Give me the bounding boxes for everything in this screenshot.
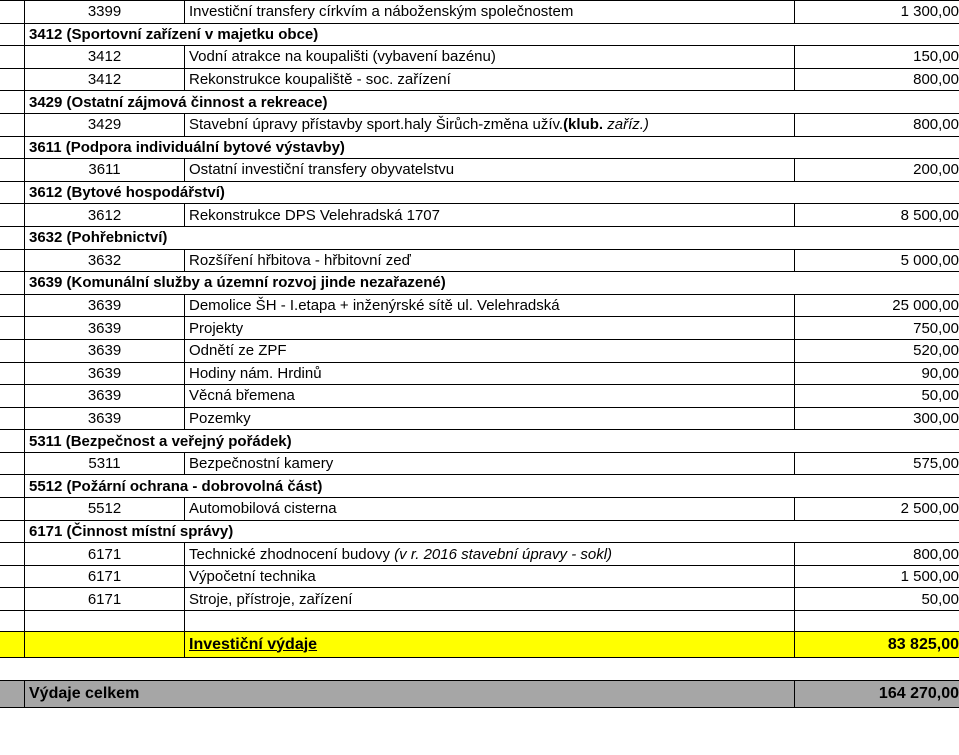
item-row [0,543,959,566]
row-margin [0,452,25,475]
item-name-cell [185,317,795,340]
item-amount: 50,00 [795,588,959,611]
row-margin [0,46,25,69]
item-name: Odnětí ze ZPF [189,342,287,360]
item-name-cell [185,113,795,136]
spacer-row [0,611,959,632]
item-row [0,452,959,475]
item-row [0,385,959,408]
category-label: 3612 (Bytové hospodářství) [25,181,959,204]
item-row [0,294,959,317]
item-code: 3639 [25,294,185,317]
item-amount: 25 000,00 [795,294,959,317]
row-margin [0,385,25,408]
item-row [0,498,959,521]
item-amount: 1 300,00 [795,1,959,24]
item-code: 5311 [25,452,185,475]
row-margin [0,181,25,204]
item-code: 3612 [25,204,185,227]
item-code: 3639 [25,407,185,430]
row-margin [0,362,25,385]
item-amount: 520,00 [795,339,959,362]
row-margin [0,339,25,362]
row-margin [0,543,25,566]
item-row [0,362,959,385]
item-row [0,317,959,340]
item-row [0,565,959,588]
category-label: 3429 (Ostatní zájmová činnost a rekreace) [25,91,959,114]
item-amount: 800,00 [795,543,959,566]
row-margin [0,226,25,249]
row-margin [0,68,25,91]
category-row [0,23,959,46]
vydaje-celkem-row [0,681,959,708]
total-label: Výdaje celkem [25,681,795,708]
row-margin [0,294,25,317]
row-margin [0,475,25,498]
item-code: 3399 [25,1,185,24]
row-margin [0,611,25,632]
item-name-cell [185,1,795,24]
row-margin [0,520,25,543]
item-name: Hodiny nám. Hrdinů [189,364,322,382]
row-margin [0,681,25,708]
category-label: 3412 (Sportovní zařízení v majetku obce) [25,23,959,46]
category-row [0,91,959,114]
item-row [0,249,959,272]
item-code: 6171 [25,588,185,611]
spacer-cell [25,611,185,632]
row-margin [0,91,25,114]
budget-table-body [0,1,959,708]
item-code: 3412 [25,68,185,91]
row-margin [0,113,25,136]
item-name: Automobilová cisterna [189,500,337,518]
item-row [0,159,959,182]
subtotal-code-cell [25,632,185,658]
item-name-cell [185,565,795,588]
item-row [0,68,959,91]
item-name: Ostatní investiční transfery obyvatelstvu [189,161,455,179]
item-code: 3639 [25,317,185,340]
item-code: 5512 [25,498,185,521]
item-name: Rozšíření hřbitova - hřbitovní zeď [189,251,411,269]
item-code: 3412 [25,46,185,69]
gap-row [0,658,959,681]
item-name-cell [185,249,795,272]
item-amount: 750,00 [795,317,959,340]
item-code: 3429 [25,113,185,136]
item-row [0,46,959,69]
item-amount: 575,00 [795,452,959,475]
item-name-cell [185,362,795,385]
item-name: Stroje, přístroje, zařízení [189,590,353,608]
row-margin [0,565,25,588]
item-name: Technické zhodnocení budovy [189,545,390,563]
item-name: Výpočetní technika [189,568,316,586]
item-row [0,204,959,227]
item-amount: 50,00 [795,385,959,408]
item-code: 3639 [25,362,185,385]
category-row [0,272,959,295]
category-label: 3632 (Pohřebnictví) [25,226,959,249]
spacer-cell [185,611,795,632]
item-name: Věcná břemena [189,387,295,405]
category-row [0,520,959,543]
item-row [0,407,959,430]
category-label: 3639 (Komunální služby a územní rozvoj jinde nezařazené) [25,272,959,295]
item-amount: 800,00 [795,68,959,91]
item-name-cell [185,68,795,91]
item-code: 3632 [25,249,185,272]
item-amount: 1 500,00 [795,565,959,588]
row-margin [0,23,25,46]
item-amount: 300,00 [795,407,959,430]
row-margin [0,498,25,521]
item-row [0,113,959,136]
item-code: 6171 [25,543,185,566]
item-name-cell [185,159,795,182]
item-name: Demolice ŠH - I.etapa + inženýrské sítě ul. Velehradská [189,297,560,315]
item-amount: 200,00 [795,159,959,182]
item-code: 3639 [25,339,185,362]
row-margin [0,1,25,24]
item-name: Rekonstrukce koupaliště - soc. zařízení [189,71,451,89]
category-row [0,136,959,159]
row-margin [0,430,25,453]
investicni-vydaje-row [0,632,959,658]
category-label: 5512 (Požární ochrana - dobrovolná část) [25,475,959,498]
item-name: Bezpečnostní kamery [189,455,334,473]
category-label: 3611 (Podpora individuální bytové výstavby) [25,136,959,159]
category-row [0,226,959,249]
row-margin [0,136,25,159]
row-margin [0,407,25,430]
category-row [0,475,959,498]
row-margin [0,317,25,340]
item-row [0,339,959,362]
item-name: Stavební úpravy přístavby sport.haly Širůch-změna užív. [189,116,564,134]
item-name-cell [185,339,795,362]
item-amount: 800,00 [795,113,959,136]
category-row [0,430,959,453]
item-amount: 5 000,00 [795,249,959,272]
gap-cell [0,658,959,681]
item-amount: 150,00 [795,46,959,69]
item-name-cell [185,204,795,227]
subtotal-amount: 83 825,00 [795,632,959,658]
category-label: 5311 (Bezpečnost a veřejný pořádek) [25,430,959,453]
item-name: Projekty [189,319,244,337]
item-name: Rekonstrukce DPS Velehradská 1707 [189,206,440,224]
row-margin [0,204,25,227]
item-name-cell [185,498,795,521]
item-name-cell [185,452,795,475]
item-code: 3639 [25,385,185,408]
item-name: Pozemky [189,409,251,427]
item-name-italic: (v r. 2016 stavební úpravy - sokl) [394,545,613,563]
item-amount: 8 500,00 [795,204,959,227]
total-amount: 164 270,00 [795,681,959,708]
item-amount: 90,00 [795,362,959,385]
category-row [0,181,959,204]
item-name-cell [185,543,795,566]
item-row [0,588,959,611]
item-amount: 2 500,00 [795,498,959,521]
row-margin [0,632,25,658]
item-name-cell [185,407,795,430]
subtotal-label-cell [185,632,795,658]
item-name-italic: zaříz.) [607,116,649,134]
row-margin [0,272,25,295]
spacer-cell [795,611,959,632]
item-code: 6171 [25,565,185,588]
item-name: Vodní atrakce na koupališti (vybavení bazénu) [189,48,496,66]
subtotal-label: Investiční výdaje [189,635,318,653]
row-margin [0,159,25,182]
category-label: 6171 (Činnost místní správy) [25,520,959,543]
item-name-cell [185,46,795,69]
item-name: Investiční transfery církvím a náboženským společnostem [189,3,574,21]
item-name-cell [185,294,795,317]
item-name-bold: (klub. [563,116,604,134]
item-row [0,1,959,24]
row-margin [0,588,25,611]
row-margin [0,249,25,272]
item-code: 3611 [25,159,185,182]
item-name-cell [185,588,795,611]
item-name-cell [185,385,795,408]
